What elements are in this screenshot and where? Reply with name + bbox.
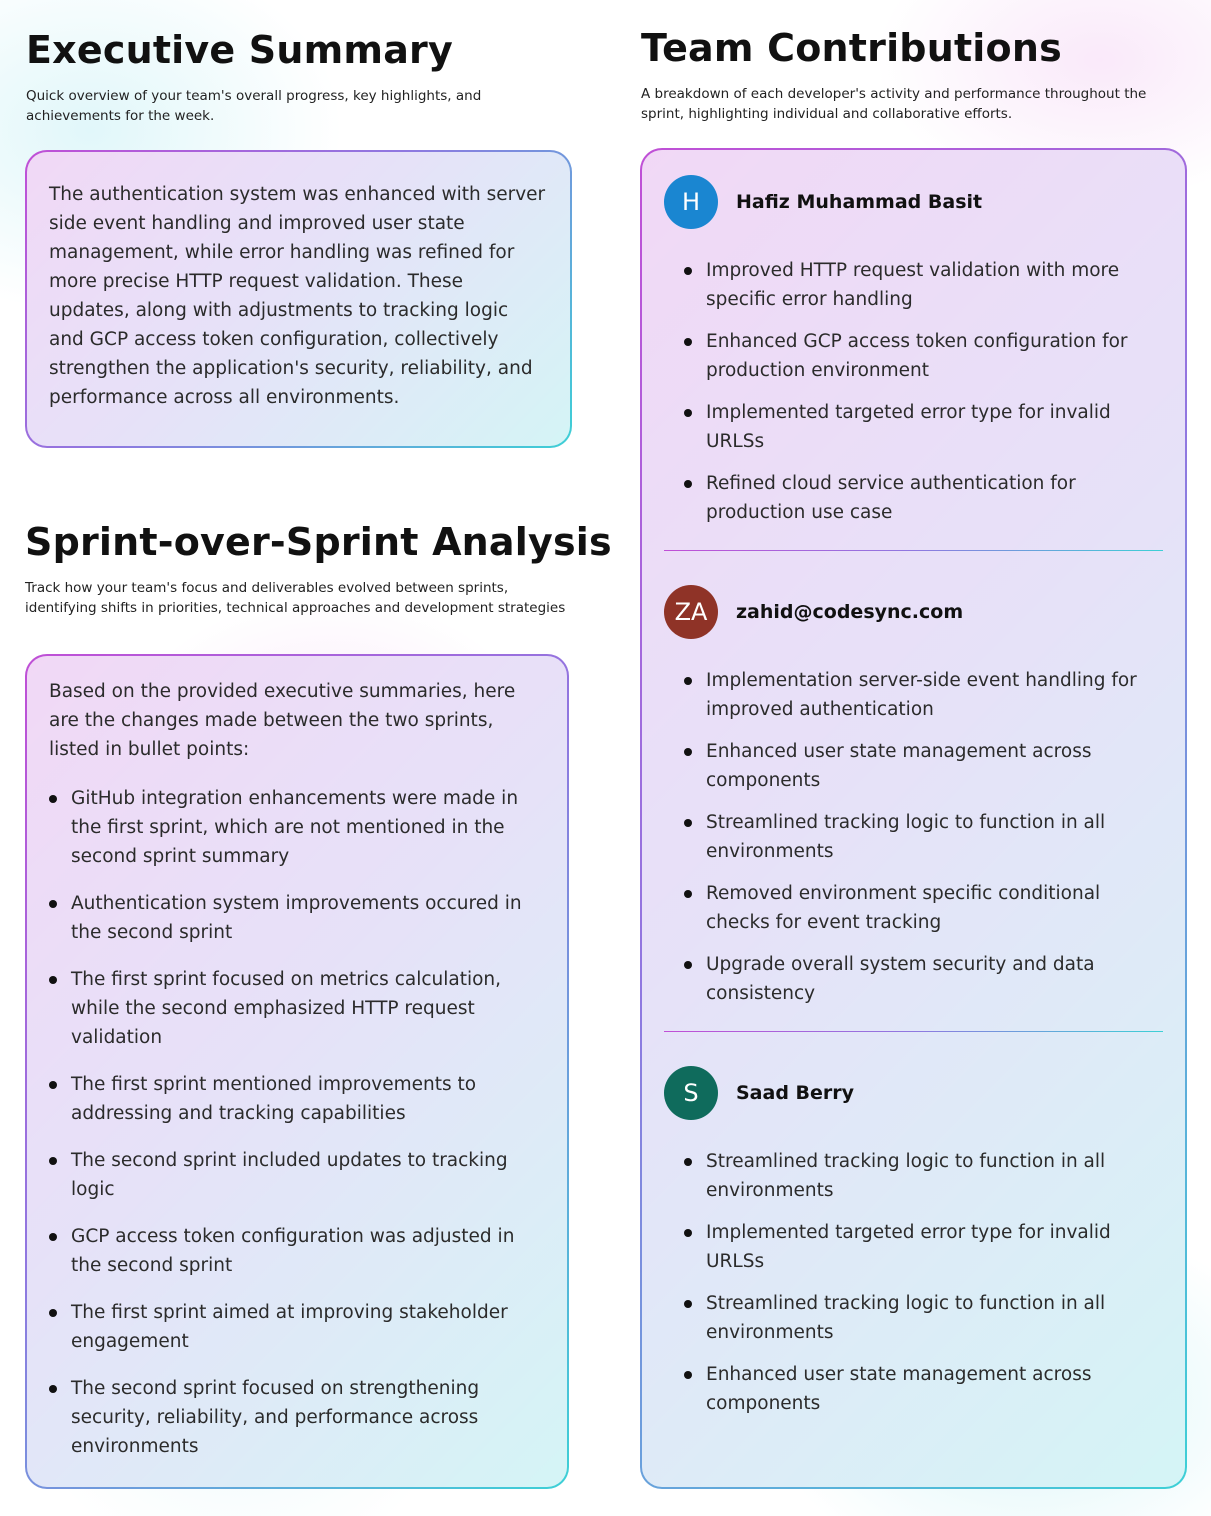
sprint-analysis-card	[25, 654, 569, 1489]
executive-summary-title: Executive Summary	[26, 28, 453, 72]
list-item: Enhanced GCP access token configuration for production environment	[684, 327, 1163, 385]
list-item: The first sprint focused on metrics calculation, while the second emphasized HTTP request validation	[49, 965, 531, 1052]
list-item: Authentication system improvements occured in the second sprint	[49, 889, 531, 947]
member-contribution-list	[684, 666, 1163, 1008]
team-contributions-card	[640, 148, 1187, 1489]
list-item: The first sprint aimed at improving stakeholder engagement	[49, 1298, 531, 1356]
sprint-analysis-intro: Based on the provided executive summaries, here are the changes made between the two sprints, listed in bullet points:	[49, 681, 516, 760]
member-header	[664, 175, 1163, 229]
member-header	[664, 585, 1163, 639]
sprint-analysis-list	[49, 784, 545, 1461]
list-item: Refined cloud service authentication for production use case	[684, 469, 1163, 527]
avatar: H	[664, 175, 718, 229]
list-item: Implementation server-side event handling for improved authentication	[684, 666, 1163, 724]
executive-summary-body: The authentication system was enhanced with server side event handling and improved user state management, while error handling was refined for more precise HTTP request validation. These updates, along with adjustments to tracking logic and GCP access token configuration, collectively strengthen the application's security, reliability, and performance across all environments.	[49, 184, 546, 408]
list-item: The first sprint mentioned improvements to addressing and tracking capabilities	[49, 1070, 531, 1128]
member-contribution-list	[684, 256, 1163, 527]
list-item: Implemented targeted error type for invalid URLSs	[684, 1218, 1163, 1276]
executive-summary-card	[25, 150, 572, 448]
avatar: ZA	[664, 585, 718, 639]
list-item: Enhanced user state management across components	[684, 1360, 1163, 1418]
list-item: GitHub integration enhancements were made in the first sprint, which are not mentioned in the second sprint summary	[49, 784, 531, 871]
list-item: Upgrade overall system security and data consistency	[684, 950, 1163, 1008]
member-name: zahid@codesync.com	[736, 601, 964, 623]
list-item: Streamlined tracking logic to function in all environments	[684, 1289, 1163, 1347]
list-item: GCP access token configuration was adjusted in the second sprint	[49, 1222, 531, 1280]
member-contribution-list	[684, 1147, 1163, 1418]
list-item: Enhanced user state management across components	[684, 737, 1163, 795]
member-card	[664, 585, 1163, 1008]
sprint-analysis-title: Sprint-over-Sprint Analysis	[25, 520, 612, 564]
member-divider	[664, 1031, 1163, 1032]
member-name: Saad Berry	[736, 1082, 855, 1104]
list-item: Streamlined tracking logic to function in all environments	[684, 808, 1163, 866]
member-divider	[664, 550, 1163, 551]
member-name: Hafiz Muhammad Basit	[736, 191, 983, 213]
sprint-analysis-subtitle: Track how your team's focus and deliverables evolved between sprints, identifying shifts in priorities, technical approaches and development strategies	[25, 580, 566, 616]
avatar: S	[664, 1066, 718, 1120]
member-card	[664, 175, 1163, 527]
list-item: Removed environment specific conditional checks for event tracking	[684, 879, 1163, 937]
list-item: The second sprint included updates to tracking logic	[49, 1146, 531, 1204]
member-header	[664, 1066, 1163, 1120]
team-contributions-subtitle: A breakdown of each developer's activity and performance throughout the sprint, highlighting individual and collaborative efforts.	[641, 86, 1147, 122]
list-item: Streamlined tracking logic to function in all environments	[684, 1147, 1163, 1205]
list-item: The second sprint focused on strengthening security, reliability, and performance across environments	[49, 1374, 531, 1461]
team-contributions-title: Team Contributions	[641, 26, 1062, 70]
list-item: Improved HTTP request validation with more specific error handling	[684, 256, 1163, 314]
executive-summary-subtitle: Quick overview of your team's overall progress, key highlights, and achievements for the week.	[26, 88, 482, 124]
list-item: Implemented targeted error type for invalid URLSs	[684, 398, 1163, 456]
member-card	[664, 1066, 1163, 1418]
